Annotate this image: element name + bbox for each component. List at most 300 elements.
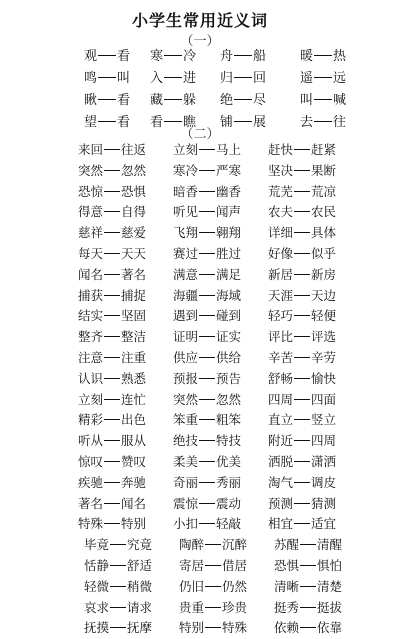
word-left: 慈祥 [78,225,104,241]
dash-separator [294,170,310,171]
dash-separator [104,482,120,483]
synonym-pair [78,140,173,161]
dash-separator [294,399,310,400]
dash-separator [205,565,221,566]
word-left: 铺 [220,115,234,130]
word-right: 忽然 [216,391,242,407]
dash-separator [294,503,310,504]
word-left: 来回 [78,142,104,157]
dash-separator [98,77,116,78]
word-right: 碰到 [216,308,242,324]
synonym-pair [173,618,268,639]
synonym-pair [268,618,368,639]
synonym-pair [78,244,173,265]
word-left: 突然 [78,162,104,178]
synonym-pair [78,327,173,348]
word-left: 归 [220,71,234,86]
synonym-pair [78,514,173,535]
synonym-pair [220,46,300,68]
word-right: 轻便 [311,308,337,324]
dash-separator [300,607,316,608]
dash-separator [314,55,332,56]
word-left: 突然 [173,391,199,407]
dash-separator [314,99,332,100]
word-right: 抚摩 [127,620,153,636]
word-right: 幽香 [216,183,242,199]
word-left: 贵重 [179,599,205,615]
word-right: 躲 [183,93,197,108]
word-left: 遇到 [173,308,199,324]
word-right: 往返 [121,142,147,157]
word-left: 天涯 [268,287,294,303]
dash-separator [104,503,120,504]
word-right: 珍贵 [222,599,248,615]
dash-separator [199,191,215,192]
section-2-heading: （二） [180,127,220,142]
synonym-pair [78,452,173,473]
dash-separator [205,607,221,608]
word-left: 小扣 [173,516,199,532]
synonym-pair [78,202,173,223]
word-left: 暗香 [173,183,199,199]
synonym-pair [268,161,368,182]
word-right: 恐惧 [121,183,147,199]
section-2-word-grid [78,140,378,639]
word-right: 热 [333,49,347,64]
word-right: 赶紧 [311,142,337,157]
synonym-pair [78,286,173,307]
word-left: 暖 [300,49,314,64]
synonym-pair [150,68,220,90]
word-left: 毕竟 [84,537,110,553]
dash-separator [164,121,182,122]
dash-separator [104,191,120,192]
dash-separator [199,211,215,212]
word-left: 听从 [78,433,104,449]
synonym-pair [173,494,268,515]
word-right: 新房 [311,266,337,282]
synonym-pair [268,598,368,619]
word-right: 出色 [121,412,147,428]
dash-separator [98,121,116,122]
word-left: 舒畅 [268,370,294,386]
synonym-pair [220,90,300,112]
word-left: 评比 [268,329,294,345]
word-right: 忽然 [121,162,147,178]
word-left: 仍旧 [179,578,205,594]
dash-separator [110,544,126,545]
word-right: 看 [117,115,131,130]
word-right: 秀丽 [216,474,242,490]
word-right: 优美 [216,453,242,469]
word-right: 震动 [216,495,242,511]
dash-separator [199,503,215,504]
word-right: 海域 [216,287,242,303]
dash-separator [300,627,316,628]
word-left: 好像 [268,245,294,261]
synonym-pair [173,306,268,327]
dash-separator [300,586,316,587]
word-left: 寒 [150,49,164,64]
word-right: 冷 [183,49,197,64]
word-right: 翱翔 [216,225,242,241]
word-left: 闻名 [78,266,104,282]
word-left: 坚决 [268,162,294,178]
word-left: 恐惊 [78,183,104,199]
word-right: 严寒 [216,162,242,178]
dash-separator [300,565,316,566]
synonym-pair [78,161,173,182]
dash-separator [98,55,116,56]
synonym-pair [268,244,368,265]
word-left: 哀求 [84,599,110,615]
dash-separator [104,419,120,420]
dash-separator [199,315,215,316]
synonym-pair [173,223,268,244]
dash-separator [294,378,310,379]
synonym-pair [173,182,268,203]
dash-separator [294,315,310,316]
word-right: 四周 [311,433,337,449]
dash-separator [199,336,215,337]
synonym-pair [78,348,173,369]
word-left: 附近 [268,433,294,449]
word-right: 具体 [311,225,337,241]
word-right: 喊 [333,93,347,108]
synonym-pair [173,535,268,556]
word-right: 坚固 [121,308,147,324]
word-right: 轻敲 [216,516,242,532]
word-right: 瞧 [183,115,197,130]
word-right: 仍然 [222,578,248,594]
synonym-pair [84,90,150,112]
word-left: 辛苦 [268,349,294,365]
word-left: 认识 [78,370,104,386]
dash-separator [199,274,215,275]
word-left: 捕获 [78,287,104,303]
word-left: 飞翔 [173,225,199,241]
dash-separator [164,99,182,100]
synonym-pair [300,46,374,68]
word-right: 沉醉 [222,537,248,553]
word-left: 荒芜 [268,183,294,199]
synonym-pair [78,556,173,577]
word-right: 请求 [127,599,153,615]
dash-separator [294,482,310,483]
dash-separator [294,419,310,420]
dash-separator [199,419,215,420]
synonym-pair [84,68,150,90]
word-left: 震惊 [173,495,199,511]
word-left: 预报 [173,370,199,386]
dash-separator [199,232,215,233]
synonym-pair [268,431,368,452]
word-left: 新居 [268,266,294,282]
dash-separator [199,482,215,483]
synonym-pair [78,390,173,411]
dash-separator [294,461,310,462]
synonym-pair [173,202,268,223]
dash-separator [294,274,310,275]
dash-separator [234,77,252,78]
synonym-pair [173,161,268,182]
dash-separator [199,461,215,462]
word-left: 舟 [220,49,234,64]
dash-separator [294,191,310,192]
word-left: 得意 [78,204,104,220]
dash-separator [294,253,310,254]
word-right: 注重 [121,349,147,365]
word-right: 看 [117,49,131,64]
synonym-pair [268,286,368,307]
dash-separator [294,440,310,441]
synonym-pair [78,494,173,515]
word-left: 恬静 [84,557,110,573]
word-left: 注意 [78,349,104,365]
word-right: 荒凉 [311,183,337,199]
synonym-pair [268,410,368,431]
synonym-pair [78,598,173,619]
section-1-heading: （一） [180,34,220,49]
dash-separator [104,149,120,150]
dash-separator [104,357,120,358]
word-right: 奔驰 [121,474,147,490]
word-left: 抚摸 [84,620,110,636]
word-right: 马上 [216,142,242,157]
word-left: 瞅 [84,93,98,108]
synonym-pair [173,286,268,307]
word-left: 相宜 [268,516,294,532]
synonym-pair [268,369,368,390]
word-left: 海疆 [173,287,199,303]
synonym-pair [268,306,368,327]
word-left: 藏 [150,93,164,108]
synonym-pair [173,140,268,161]
synonym-pair [173,244,268,265]
word-right: 潇洒 [311,453,337,469]
word-left: 遥 [300,71,314,86]
word-right: 闻声 [216,204,242,220]
word-left: 叫 [300,93,314,108]
synonym-pair [173,390,268,411]
dash-separator [199,357,215,358]
word-left: 望 [84,115,98,130]
dash-separator [104,523,120,524]
dash-separator [294,336,310,337]
word-left: 直立 [268,412,294,428]
word-left: 著名 [78,495,104,511]
dash-separator [294,295,310,296]
synonym-pair [268,473,368,494]
dash-separator [104,232,120,233]
dash-separator [199,440,215,441]
word-right: 赞叹 [121,453,147,469]
dash-separator [199,149,215,150]
synonym-pair [173,431,268,452]
word-left: 疾驰 [78,474,104,490]
word-right: 船 [253,49,267,64]
word-left: 惊叹 [78,453,104,469]
word-left: 寄居 [179,557,205,573]
synonym-pair [268,140,368,161]
word-left: 笨重 [173,412,199,428]
word-left: 整齐 [78,329,104,345]
word-left: 奇丽 [173,474,199,490]
dash-separator [104,315,120,316]
word-left: 精彩 [78,412,104,428]
synonym-pair [78,306,173,327]
word-right: 满足 [216,266,242,282]
synonym-pair [173,369,268,390]
dash-separator [104,170,120,171]
synonym-pair [173,577,268,598]
word-left: 证明 [173,329,199,345]
synonym-pair [78,473,173,494]
word-left: 观 [84,49,98,64]
synonym-pair [173,327,268,348]
word-left: 淘气 [268,474,294,490]
word-right: 熟悉 [121,370,147,386]
word-left: 赛过 [173,245,199,261]
word-right: 自得 [121,204,147,220]
synonym-pair [78,618,173,639]
word-right: 慈爱 [121,225,147,241]
word-left: 四周 [268,391,294,407]
word-right: 展 [253,115,267,130]
dash-separator [199,399,215,400]
synonym-pair [150,46,220,68]
synonym-pair [173,473,268,494]
word-left: 结实 [78,308,104,324]
word-right: 特别 [121,516,147,532]
word-left: 苏醒 [274,537,300,553]
dash-separator [199,170,215,171]
synonym-pair [78,223,173,244]
word-left: 去 [300,115,314,130]
synonym-pair [300,90,374,112]
word-right: 依靠 [317,620,343,636]
dash-separator [205,586,221,587]
word-left: 恐惧 [274,557,300,573]
word-right: 猜测 [311,495,337,511]
word-right: 证实 [216,329,242,345]
dash-separator [104,295,120,296]
dash-separator [314,121,332,122]
word-left: 鸣 [84,71,98,86]
word-right: 叫 [117,71,131,86]
synonym-pair [78,369,173,390]
dash-separator [164,77,182,78]
word-left: 挺秀 [274,599,300,615]
document-title: 小学生常用近义词 [131,11,268,30]
synonym-pair [173,265,268,286]
word-left: 赶快 [268,142,294,157]
word-right: 借居 [222,557,248,573]
word-left: 轻巧 [268,308,294,324]
dash-separator [199,378,215,379]
word-left: 听见 [173,204,199,220]
synonym-pair [268,556,368,577]
word-left: 寒冷 [173,162,199,178]
dash-separator [234,55,252,56]
word-right: 连忙 [121,391,147,407]
word-left: 详细 [268,225,294,241]
synonym-pair [268,452,368,473]
dash-separator [104,274,120,275]
word-right: 粗笨 [216,412,242,428]
word-right: 究竟 [127,537,153,553]
word-right: 预告 [216,370,242,386]
word-right: 供给 [216,349,242,365]
word-left: 立刻 [78,391,104,407]
dash-separator [164,55,182,56]
word-left: 看 [150,115,164,130]
synonym-pair [84,46,150,68]
synonym-pair [268,223,368,244]
synonym-pair [150,90,220,112]
dash-separator [104,440,120,441]
word-right: 愉快 [311,370,337,386]
dash-separator [110,627,126,628]
dash-separator [234,121,252,122]
synonym-pair [173,410,268,431]
word-right: 果断 [311,162,337,178]
word-right: 天边 [311,287,337,303]
word-right: 竖立 [311,412,337,428]
dash-separator [110,607,126,608]
word-right: 农民 [311,204,337,220]
synonym-pair [78,182,173,203]
synonym-pair [173,452,268,473]
word-left: 依赖 [274,620,300,636]
synonym-pair [268,202,368,223]
synonym-pair [78,265,173,286]
dash-separator [104,461,120,462]
word-right: 挺拔 [317,599,343,615]
word-left: 柔美 [173,453,199,469]
word-right: 特殊 [222,620,248,636]
word-right: 惧怕 [317,557,343,573]
word-right: 捕捉 [121,287,147,303]
word-right: 天天 [121,245,147,261]
synonym-pair [268,265,368,286]
word-left: 供应 [173,349,199,365]
word-right: 评选 [311,329,337,345]
word-right: 远 [333,71,347,86]
word-right: 似乎 [311,245,337,261]
word-right: 四面 [311,391,337,407]
word-left: 轻微 [84,578,110,594]
word-right: 舒适 [127,557,153,573]
word-left: 农夫 [268,204,294,220]
word-right: 闻名 [121,495,147,511]
word-right: 进 [183,71,197,86]
word-left: 洒脱 [268,453,294,469]
synonym-pair [78,410,173,431]
dash-separator [294,211,310,212]
word-right: 服从 [121,433,147,449]
dash-separator [234,99,252,100]
synonym-pair [173,598,268,619]
synonym-pair [268,348,368,369]
word-left: 立刻 [173,142,199,157]
dash-separator [104,399,120,400]
dash-separator [98,99,116,100]
word-right: 清楚 [317,578,343,594]
word-left: 每天 [78,245,104,261]
dash-separator [205,627,221,628]
synonym-pair [268,535,368,556]
